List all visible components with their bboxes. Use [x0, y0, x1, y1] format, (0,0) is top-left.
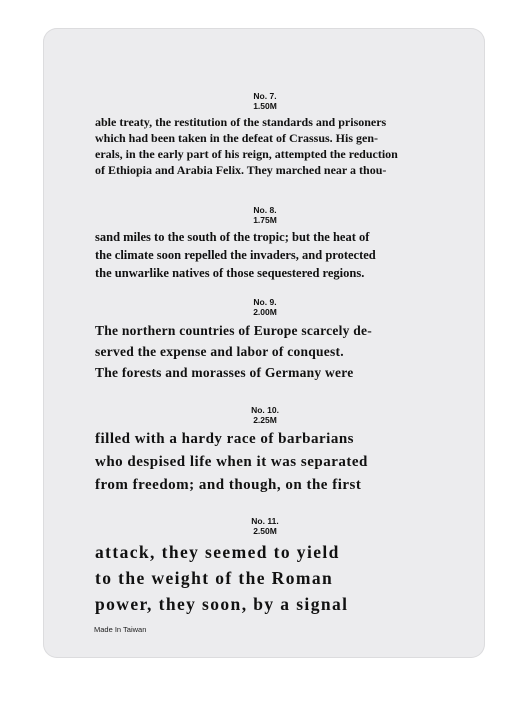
section-passage: The northern countries of Europe scarcely de- served the expense and labor of conquest. The forests and morasses of Germany were: [95, 323, 372, 380]
section-passage: sand miles to the south of the tropic; but the heat of the climate soon repelled the invaders, and protected the unwarlike natives of those sequestered regions.: [95, 230, 376, 280]
section-passage: attack, they seemed to yield to the weight of the Roman power, they soon, by a signal: [95, 542, 349, 614]
section-number: No. 9.: [253, 297, 277, 307]
section-no-11: [48, 516, 482, 617]
section-size: 2.50M: [253, 526, 277, 536]
section-no-10: [48, 405, 482, 497]
section-size: 1.50M: [253, 101, 277, 111]
section-number: No. 11.: [251, 516, 279, 526]
section-size: 2.25M: [253, 415, 277, 425]
section-passage: able treaty, the restitution of the standards and prisoners which had been taken in the defeat of Crassus. His gen- erals, in the early part of his reign, attempted the reduction of Ethiopia and Arabia Felix. They marched near a thou-: [95, 115, 398, 177]
section-size: 2.00M: [253, 307, 277, 317]
section-number: No. 10.: [251, 405, 279, 415]
section-passage: filled with a hardy race of barbarians who despised life when it was separated from freedom; and though, on the first: [95, 431, 368, 493]
section-number: No. 7.: [253, 91, 277, 101]
section-size: 1.75M: [253, 215, 277, 225]
section-number: No. 8.: [253, 205, 277, 215]
footer-origin-label: Made In Taiwan: [94, 625, 147, 634]
section-no-9: [48, 297, 482, 383]
section-no-7: [48, 91, 482, 178]
section-no-8: [48, 205, 482, 282]
